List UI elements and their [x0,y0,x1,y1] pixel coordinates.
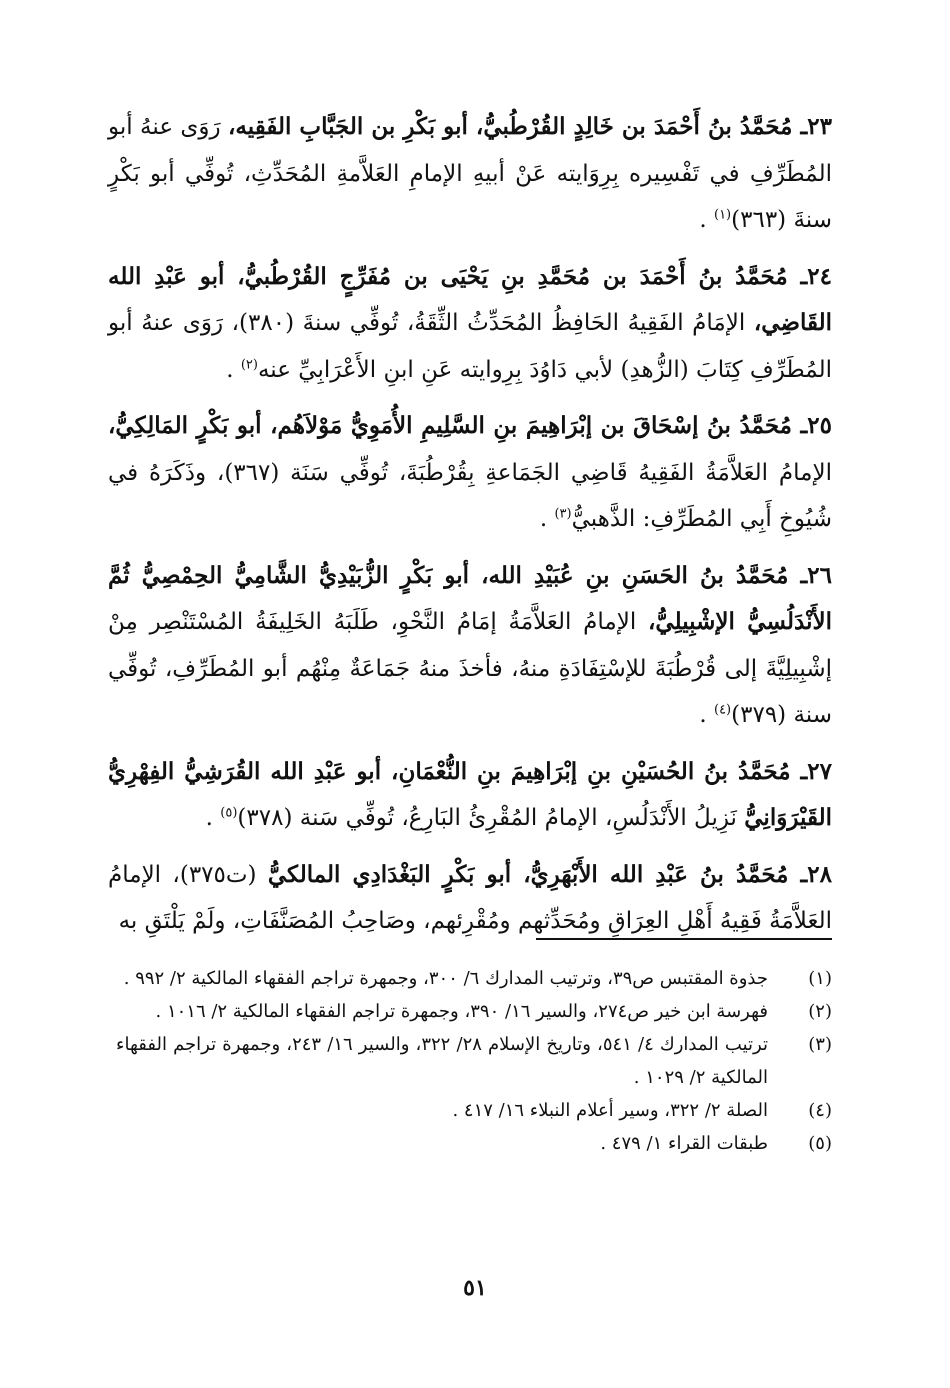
biography-entry-26 [108,553,832,739]
biography-entry-23 [108,104,832,244]
footnote-item [116,995,832,1028]
footnote-number: (١) [808,968,832,989]
entry-end: . [539,506,555,532]
entry-end: . [205,805,221,831]
entry-body: الإمامُ العَلاَّمَةُ الفَقِيهُ قَاضِي الجَمَاعةِ بِقُرْطُبَةَ، تُوفِّي سَنَة (٣٦٧)، وذَكَرَهُ في شُيُوخِ أَبِي المُطَرِّفِ: الذَّهبيُّ [108,459,832,532]
footnote-marker: (٥) [220,805,238,821]
biography-entry-25 [108,403,832,543]
entry-end: . [699,207,714,233]
page-number: ٥١ [463,1275,487,1301]
footnote-number: (٤) [808,1100,832,1121]
footnote-text: ترتيب المدارك ٤/ ٥٤١، وتاريخ الإسلام ٢٨/ ٣٢٢، والسير ١٦/ ٢٤٣، وجمهرة تراجم الفقهاء المالكية ٢/ ١٠٢٩ . [116,1034,768,1088]
entry-end: . [226,356,241,383]
footnote-marker: (٤) [713,702,732,718]
footnote-text: فهرسة ابن خير ص٢٧٤، والسير ١٦/ ٣٩٠، وجمهرة تراجم الفقهاء المالكية ٢/ ١٠١٦ . [155,1001,768,1022]
entry-body: الإمَامُ الفَقِيهُ الحَافِظُ المُحَدِّثُ الثِّقَةُ، تُوفِّي سنةَ (٣٨٠)، رَوَى عنهُ أبو المُطَرِّفِ كِتَابَ (الزُّهدِ) لأبي دَاوُدَ بِرِوايته عَنِ ابنِ الأَعْرَابِيِّ عنه [108,310,832,383]
footnote-item [116,1028,832,1094]
entry-heading: ٢٨ـ مُحَمَّدُ بنُ عَبْدِ الله الأَبْهَرِيُّ، أبو بَكْرٍ البَغْدَادِي المالكيُّ [267,860,832,888]
footnote-number: (٢) [808,1001,832,1022]
footnotes [116,962,832,1160]
entry-body: (ت٣٧٥)، الإمامُ العَلاَّمَةُ فَقِيهُ أَهْلِ العِرَاقِ ومُحَدِّثهم ومُقْرِئهم، وصَاحِبُ المُصَنَّفَاتِ، ولَمْ يَلْتَقِ به [108,861,832,934]
footnote-separator [536,938,832,940]
entry-body: رَوَى عنهُ أبو المُطَرِّفِ في تَفْسِيره بِرِوَايته عَنْ أبيهِ الإمامِ العَلاَّمةِ المُحَدِّثِ، تُوفِّي أبو بَكْرٍ سنةَ (٣٦٣) [108,114,832,233]
footnote-marker: (٣) [554,506,572,522]
entry-body: نَزِيلُ الأَنْدَلُسِ، الإمامُ المُقْرِئُ البَارِعُ، تُوفِّي سَنة (٣٧٨) [237,805,745,831]
footnote-marker: (١) [713,207,732,223]
footnote-item [116,1094,832,1127]
footnote-text: الصلة ٢/ ٣٢٢، وسير أعلام النبلاء ١٦/ ٤١٧ . [452,1100,768,1121]
biography-entry-27 [108,749,832,842]
entry-end: . [699,702,714,728]
footnote-text: جذوة المقتبس ص٣٩، وترتيب المدارك ٦/ ٣٠٠، وجمهرة تراجم الفقهاء المالكية ٢/ ٩٩٢ . [123,968,768,989]
main-text [108,104,832,955]
entry-heading: ٢٣ـ مُحَمَّدُ بنُ أَحْمَدَ بن خَالِدٍ القُرْطُبيُّ، أبو بَكْرِ بن الجَبَّابِ الفَقِيه، [228,113,832,140]
biography-entry-28 [108,852,832,945]
entry-body: الإمامُ العَلاَّمَةُ إمَامُ النَّحْوِ، طَلَبَهُ الخَلِيفَةُ المُسْتَنْصِر مِنْ إشْبِيلِيَّةَ إلى قُرْطُبَةَ للإسْتِفَادَةِ منهُ، فأخذَ منهُ جَمَاعَةٌ مِنْهُم أبو المُطَرِّفِ، تُوفِّي سنة (٣٧٩) [108,609,832,728]
footnote-number: (٥) [808,1133,832,1154]
footnote-text: طبقات القراء ١/ ٤٧٩ . [600,1133,768,1154]
footnote-marker: (٢) [240,356,258,372]
entry-heading: ٢٤ـ مُحَمَّدُ بنُ أَحْمَدَ بن مُحَمَّدِ بنِ يَحْيَى بن مُفَرِّجٍ القُرْطُبيُّ، أبو عَبْدِ الله القَاضِي، [108,262,833,336]
entry-heading: ٢٥ـ مُحَمَّدُ بنُ إسْحَاقَ بن إبْرَاهِيمَ بنِ السَّلِيمِ الأُمَوِيُّ مَوْلاَهُم، أبو بَكْرٍ المَالِكِيُّ، [108,412,832,439]
entry-heading: ٢٧ـ مُحَمَّدُ بنُ الحُسَيْنِ بنِ إبْرَاهِيمَ بنِ النُّعْمَانِ، أبو عَبْدِ الله القُرَشِيُّ الفِهْرِيُّ القَيْرَوَانِيُّ [108,757,832,831]
footnote-item [116,1127,832,1160]
entry-heading: ٢٦ـ مُحَمَّدُ بنُ الحَسَنِ بنِ عُبَيْدِ الله، أبو بَكْرٍ الزُّبَيْدِيُّ الشَّامِيُّ الحِمْصِيُّ ثُمَّ الأَنْدَلُسِيُّ الإشْبِيلِيُّ، [108,561,832,635]
footnote-item [116,962,832,995]
footnote-number: (٣) [808,1034,832,1055]
biography-entry-24 [108,254,832,394]
